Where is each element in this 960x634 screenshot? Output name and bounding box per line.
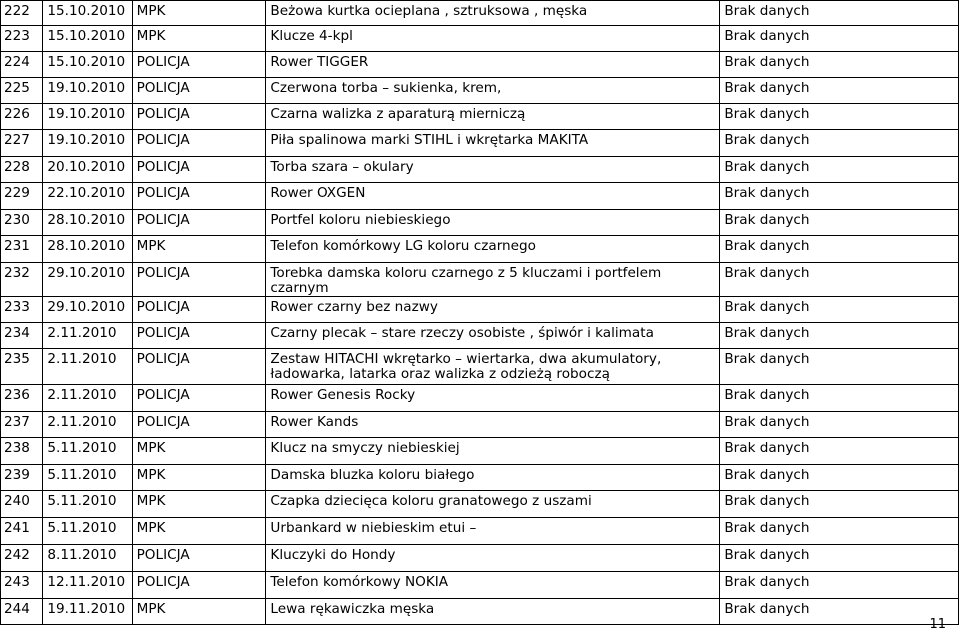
cell-source: MPK (132, 1, 266, 26)
cell-date: 29.10.2010 (43, 263, 132, 297)
cell-number: 224 (1, 52, 43, 78)
cell-source: MPK (132, 465, 266, 491)
table-row (1, 545, 959, 572)
cell-date: 19.10.2010 (43, 104, 132, 130)
cell-status: Brak danych (720, 1, 959, 26)
cell-number: 230 (1, 210, 43, 236)
cell-status: Brak danych (720, 323, 959, 349)
cell-date: 5.11.2010 (43, 438, 132, 465)
cell-date: 29.10.2010 (43, 297, 132, 323)
cell-number: 237 (1, 412, 43, 438)
table-row (1, 210, 959, 236)
cell-date: 8.11.2010 (43, 545, 132, 572)
table-row (1, 78, 959, 104)
cell-source: MPK (132, 236, 266, 263)
cell-number: 238 (1, 438, 43, 465)
cell-item-description: Rower OXGEN (266, 183, 720, 210)
cell-source: MPK (132, 26, 266, 52)
cell-source: POLICJA (132, 385, 266, 412)
cell-status: Brak danych (720, 349, 959, 385)
cell-number: 244 (1, 599, 43, 625)
cell-item-description: Torebka damska koloru czarnego z 5 kluczami i portfelem czarnym (266, 263, 720, 297)
cell-item-description: Beżowa kurtka ocieplana , sztruksowa , męska (266, 1, 720, 26)
cell-source: MPK (132, 491, 266, 518)
cell-source: POLICJA (132, 183, 266, 210)
cell-number: 239 (1, 465, 43, 491)
table-row (1, 26, 959, 52)
cell-item-description: Telefon komórkowy NOKIA (266, 572, 720, 599)
cell-source: POLICJA (132, 157, 266, 183)
cell-source: POLICJA (132, 78, 266, 104)
cell-date: 20.10.2010 (43, 157, 132, 183)
cell-number: 228 (1, 157, 43, 183)
cell-number: 241 (1, 518, 43, 545)
cell-number: 242 (1, 545, 43, 572)
cell-status: Brak danych (720, 130, 959, 157)
cell-date: 2.11.2010 (43, 349, 132, 385)
cell-source: POLICJA (132, 412, 266, 438)
cell-item-description: Rower TIGGER (266, 52, 720, 78)
cell-item-description: Lewa rękawiczka męska (266, 599, 720, 625)
table-row (1, 297, 959, 323)
cell-status: Brak danych (720, 572, 959, 599)
cell-status: Brak danych (720, 104, 959, 130)
cell-status: Brak danych (720, 263, 959, 297)
cell-item-description: Czarna walizka z aparaturą mierniczą (266, 104, 720, 130)
cell-number: 243 (1, 572, 43, 599)
cell-source: POLICJA (132, 323, 266, 349)
cell-item-description: Czerwona torba – sukienka, krem, (266, 78, 720, 104)
cell-status: Brak danych (720, 210, 959, 236)
table-row (1, 104, 959, 130)
cell-date: 12.11.2010 (43, 572, 132, 599)
cell-source: POLICJA (132, 349, 266, 385)
cell-item-description: Kluczyki do Hondy (266, 545, 720, 572)
cell-date: 19.10.2010 (43, 78, 132, 104)
cell-source: POLICJA (132, 297, 266, 323)
cell-source: MPK (132, 599, 266, 625)
cell-item-description: Klucz na smyczy niebieskiej (266, 438, 720, 465)
cell-status: Brak danych (720, 236, 959, 263)
cell-date: 28.10.2010 (43, 210, 132, 236)
table-row (1, 52, 959, 78)
cell-item-description: Zestaw HITACHI wkrętarko – wiertarka, dwa akumulatory, ładowarka, latarka oraz walizka z odzieżą roboczą (266, 349, 720, 385)
cell-item-description: Rower Kands (266, 412, 720, 438)
cell-source: POLICJA (132, 130, 266, 157)
cell-date: 2.11.2010 (43, 385, 132, 412)
cell-item-description: Klucze 4-kpl (266, 26, 720, 52)
cell-status: Brak danych (720, 491, 959, 518)
cell-date: 19.10.2010 (43, 130, 132, 157)
cell-status: Brak danych (720, 465, 959, 491)
cell-date: 5.11.2010 (43, 518, 132, 545)
cell-item-description: Telefon komórkowy LG koloru czarnego (266, 236, 720, 263)
cell-status: Brak danych (720, 438, 959, 465)
table-row (1, 572, 959, 599)
cell-item-description: Rower czarny bez nazwy (266, 297, 720, 323)
cell-source: POLICJA (132, 210, 266, 236)
cell-source: POLICJA (132, 52, 266, 78)
cell-number: 226 (1, 104, 43, 130)
cell-item-description: Portfel koloru niebieskiego (266, 210, 720, 236)
cell-date: 28.10.2010 (43, 236, 132, 263)
table-row (1, 236, 959, 263)
cell-status: Brak danych (720, 26, 959, 52)
table-row (1, 130, 959, 157)
cell-date: 15.10.2010 (43, 1, 132, 26)
cell-source: POLICJA (132, 572, 266, 599)
cell-date: 15.10.2010 (43, 52, 132, 78)
cell-date: 2.11.2010 (43, 323, 132, 349)
cell-number: 240 (1, 491, 43, 518)
cell-number: 227 (1, 130, 43, 157)
table-row (1, 183, 959, 210)
cell-item-description: Czapka dziecięca koloru granatowego z uszami (266, 491, 720, 518)
cell-status: Brak danych (720, 52, 959, 78)
cell-source: POLICJA (132, 104, 266, 130)
cell-number: 232 (1, 263, 43, 297)
cell-source: MPK (132, 438, 266, 465)
cell-date: 19.11.2010 (43, 599, 132, 625)
cell-source: POLICJA (132, 545, 266, 572)
cell-date: 5.11.2010 (43, 465, 132, 491)
table-row (1, 518, 959, 545)
cell-item-description: Czarny plecak – stare rzeczy osobiste , śpiwór i kalimata (266, 323, 720, 349)
cell-status: Brak danych (720, 157, 959, 183)
page-number: 11 (929, 617, 946, 632)
table-row (1, 599, 959, 625)
cell-number: 234 (1, 323, 43, 349)
cell-item-description: Rower Genesis Rocky (266, 385, 720, 412)
cell-source: MPK (132, 518, 266, 545)
cell-number: 222 (1, 1, 43, 26)
cell-number: 233 (1, 297, 43, 323)
cell-item-description: Damska bluzka koloru białego (266, 465, 720, 491)
cell-number: 236 (1, 385, 43, 412)
cell-date: 5.11.2010 (43, 491, 132, 518)
table-row (1, 385, 959, 412)
cell-status: Brak danych (720, 412, 959, 438)
cell-number: 225 (1, 78, 43, 104)
cell-item-description: Piła spalinowa marki STIHL i wkrętarka MAKITA (266, 130, 720, 157)
table-row (1, 323, 959, 349)
cell-status: Brak danych (720, 183, 959, 210)
cell-item-description: Torba szara – okulary (266, 157, 720, 183)
table-row (1, 491, 959, 518)
cell-source: POLICJA (132, 263, 266, 297)
cell-number: 229 (1, 183, 43, 210)
table-body (1, 1, 959, 625)
table-row (1, 263, 959, 297)
cell-item-description: Urbankard w niebieskim etui – (266, 518, 720, 545)
table-row (1, 157, 959, 183)
cell-number: 235 (1, 349, 43, 385)
cell-number: 231 (1, 236, 43, 263)
cell-number: 223 (1, 26, 43, 52)
table-row (1, 1, 959, 26)
cell-status: Brak danych (720, 297, 959, 323)
cell-status: Brak danych (720, 518, 959, 545)
cell-date: 15.10.2010 (43, 26, 132, 52)
cell-status: Brak danych (720, 78, 959, 104)
cell-date: 22.10.2010 (43, 183, 132, 210)
cell-status: Brak danych (720, 599, 959, 625)
table-row (1, 465, 959, 491)
cell-status: Brak danych (720, 385, 959, 412)
table-row (1, 349, 959, 385)
table-row (1, 438, 959, 465)
cell-date: 2.11.2010 (43, 412, 132, 438)
table-row (1, 412, 959, 438)
cell-status: Brak danych (720, 545, 959, 572)
